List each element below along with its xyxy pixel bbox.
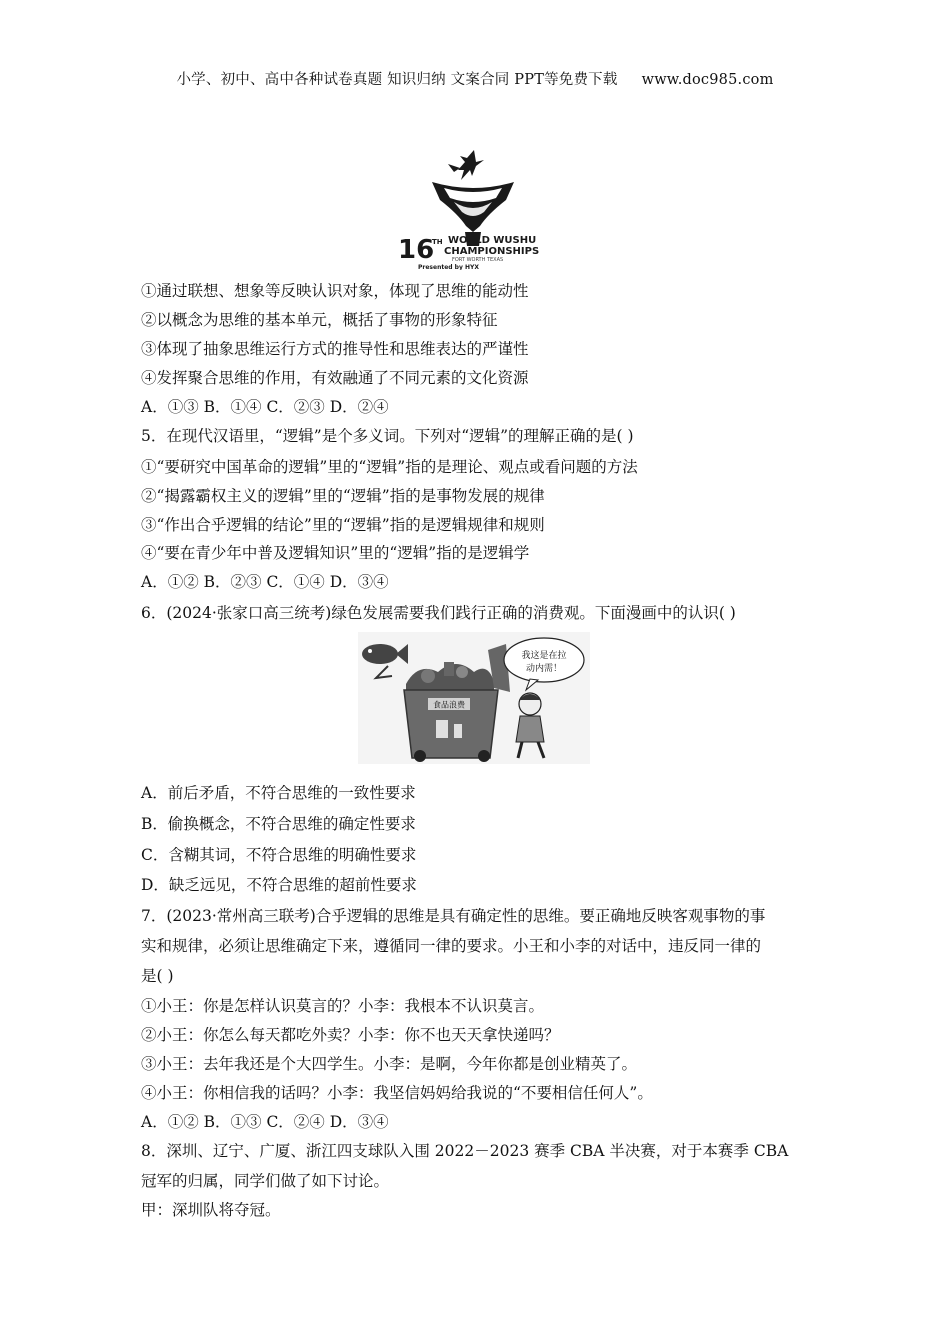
q4-option-4: ④发挥聚合思维的作用，有效融通了不同元素的文化资源 [141,369,529,387]
q7-stem-line2: 实和规律，必须让思维确定下来，遵循同一律的要求。小王和小李的对话中，违反同一律的 [141,937,762,955]
q6-stem: 6．(2024·张家口高三统考)绿色发展需要我们践行正确的消费观。下面漫画中的认识( ) [141,604,736,622]
q7-option-1: ①小王：你是怎样认识莫言的？小李：我根本不认识莫言。 [141,997,545,1015]
logo-title-line2: CHAMPIONSHIPS [444,246,540,257]
q7-option-3: ③小王：去年我还是个大四学生。小李：是啊，今年你都是创业精英了。 [141,1055,638,1073]
header-text: 小学、初中、高中各种试卷真题 知识归纳 文案合同 PPT等免费下载 [176,72,618,88]
logo-location: FORT WORTH TEXAS [452,257,504,263]
q5-option-2: ②“揭露霸权主义的逻辑”里的“逻辑”指的是事物发展的规律 [141,487,545,505]
q5-option-4: ④“要在青少年中普及逻辑知识”里的“逻辑”指的是逻辑学 [141,544,530,562]
q6-option-d: D．缺乏远见，不符合思维的超前性要求 [141,876,417,894]
food-waste-cartoon [358,632,590,764]
page-header [0,68,950,89]
q6-option-b: B．偷换概念，不符合思维的确定性要求 [141,815,416,833]
q5-option-1: ①“要研究中国革命的逻辑”里的“逻辑”指的是理论、观点或看问题的方法 [141,458,638,476]
q6-option-c: C．含糊其词，不符合思维的明确性要求 [141,846,417,864]
q5-option-3: ③“作出合乎逻辑的结论”里的“逻辑”指的是逻辑规律和规则 [141,516,545,534]
header-url[interactable]: www.doc985.com [641,72,774,88]
bin-label: 食品浪费 [433,700,465,710]
q7-option-2: ②小王：你怎么每天都吃外卖？小李：你不也天天拿快递吗？ [141,1026,560,1044]
q5-stem: 5．在现代汉语里，“逻辑”是个多义词。下列对“逻辑”的理解正确的是( ) [141,427,634,445]
bubble-text-line2: 动内需！ [525,664,563,674]
logo-ordinal: TH [432,238,443,246]
q4-option-2: ②以概念为思维的基本单元，概括了事物的形象特征 [141,311,498,329]
logo-presenter: Presented by HYX [418,264,479,270]
wushu-emblem [432,150,514,246]
q8-stem-line2: 冠军的归属，同学们做了如下讨论。 [141,1172,390,1190]
q8-stem-line1: 8．深圳、辽宁、广厦、浙江四支球队入围 2022－2023 赛季 CBA 半决赛，对于本赛季 CBA [141,1142,789,1160]
q7-stem-line3: 是( ) [141,967,174,985]
bubble-text-line1: 我这是在拉 [521,651,567,661]
q7-answers: A．①② B．①③ C．②④ D．③④ [141,1113,389,1131]
q4-answers: A．①③ B．①④ C．②③ D．②④ [141,398,389,416]
q6-option-a: A．前后矛盾，不符合思维的一致性要求 [141,784,416,802]
logo-title-line1: WORLD WUSHU [448,235,537,246]
q7-stem-line1: 7．(2023·常州高三联考)合乎逻辑的思维是具有确定性的思维。要正确地反映客观事物的事 [141,907,766,925]
logo-number: 16 [398,235,435,265]
q4-option-1: ①通过联想、想象等反映认识对象，体现了思维的能动性 [141,282,529,300]
wushu-championship-logo [388,148,558,270]
q8-line-jia: 甲：深圳队将夺冠。 [141,1201,281,1219]
q7-option-4: ④小王：你相信我的话吗？小李：我坚信妈妈给我说的“不要相信任何人”。 [141,1084,653,1102]
q4-option-3: ③体现了抽象思维运行方式的推导性和思维表达的严谨性 [141,340,529,358]
q5-answers: A．①② B．②③ C．①④ D．③④ [141,573,389,591]
